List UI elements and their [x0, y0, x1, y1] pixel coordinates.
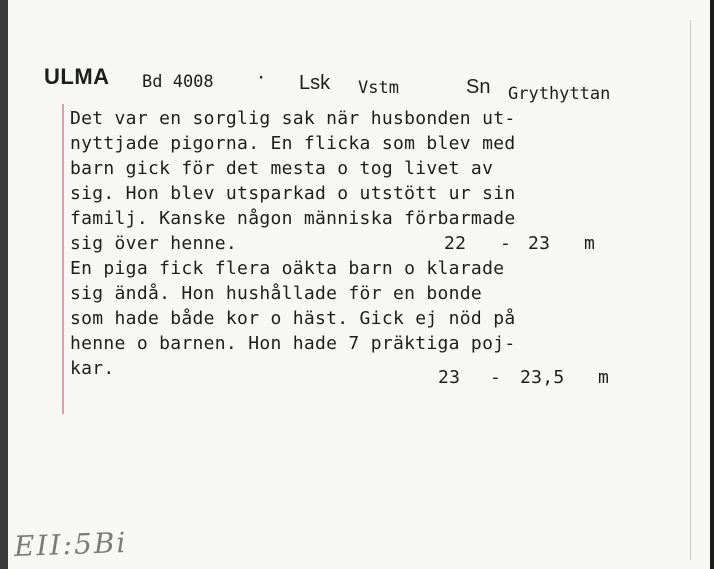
card-edge — [710, 0, 714, 569]
volume-number: Bd 4008 — [142, 72, 214, 92]
text-line: som hade både kor o häst. Gick ej nöd på — [70, 308, 516, 329]
text-line: barn gick för det mesta o tog livet av — [70, 158, 494, 179]
ref2-unit: m — [598, 367, 610, 388]
text-line: En piga fick flera oäkta barn o klarade — [70, 258, 505, 279]
archive-card — [8, 0, 714, 569]
text-line: sig över henne. — [70, 233, 238, 254]
socken-value: Grythyttan — [508, 84, 611, 104]
card-header — [44, 62, 684, 102]
margin-line — [62, 104, 64, 414]
ref2-start: 23 — [438, 367, 461, 388]
ref2-dash: - — [490, 367, 502, 388]
ref1-unit: m — [584, 233, 596, 254]
text-line: nyttjade pigorna. En flicka som blev med — [70, 133, 516, 154]
ref1-end: 23 — [528, 233, 551, 254]
landskap-label: Lsk — [299, 72, 331, 94]
socken-label: Sn — [466, 76, 491, 98]
landskap-value: Vstm — [358, 78, 399, 98]
text-line: sig ändå. Hon hushållade för en bonde — [70, 283, 483, 304]
ref2-end: 23,5 — [520, 367, 565, 388]
text-line: sig. Hon blev utsparkad o utstött ur sin — [70, 183, 516, 204]
text-line: Det var en sorglig sak när husbonden ut- — [70, 108, 516, 129]
ref1-dash: - — [500, 233, 512, 254]
archive-code: ULMA — [44, 64, 110, 89]
separator-dot: · — [256, 68, 267, 88]
archive-signum: EII:5Bi — [13, 526, 128, 563]
text-line: familj. Kanske någon människa förbarmade — [70, 208, 516, 229]
ref1-start: 22 — [444, 233, 467, 254]
text-line: henne o barnen. Hon hade 7 präktiga poj- — [70, 333, 516, 354]
text-line: kar. — [70, 358, 115, 379]
fold-line — [690, 20, 691, 560]
